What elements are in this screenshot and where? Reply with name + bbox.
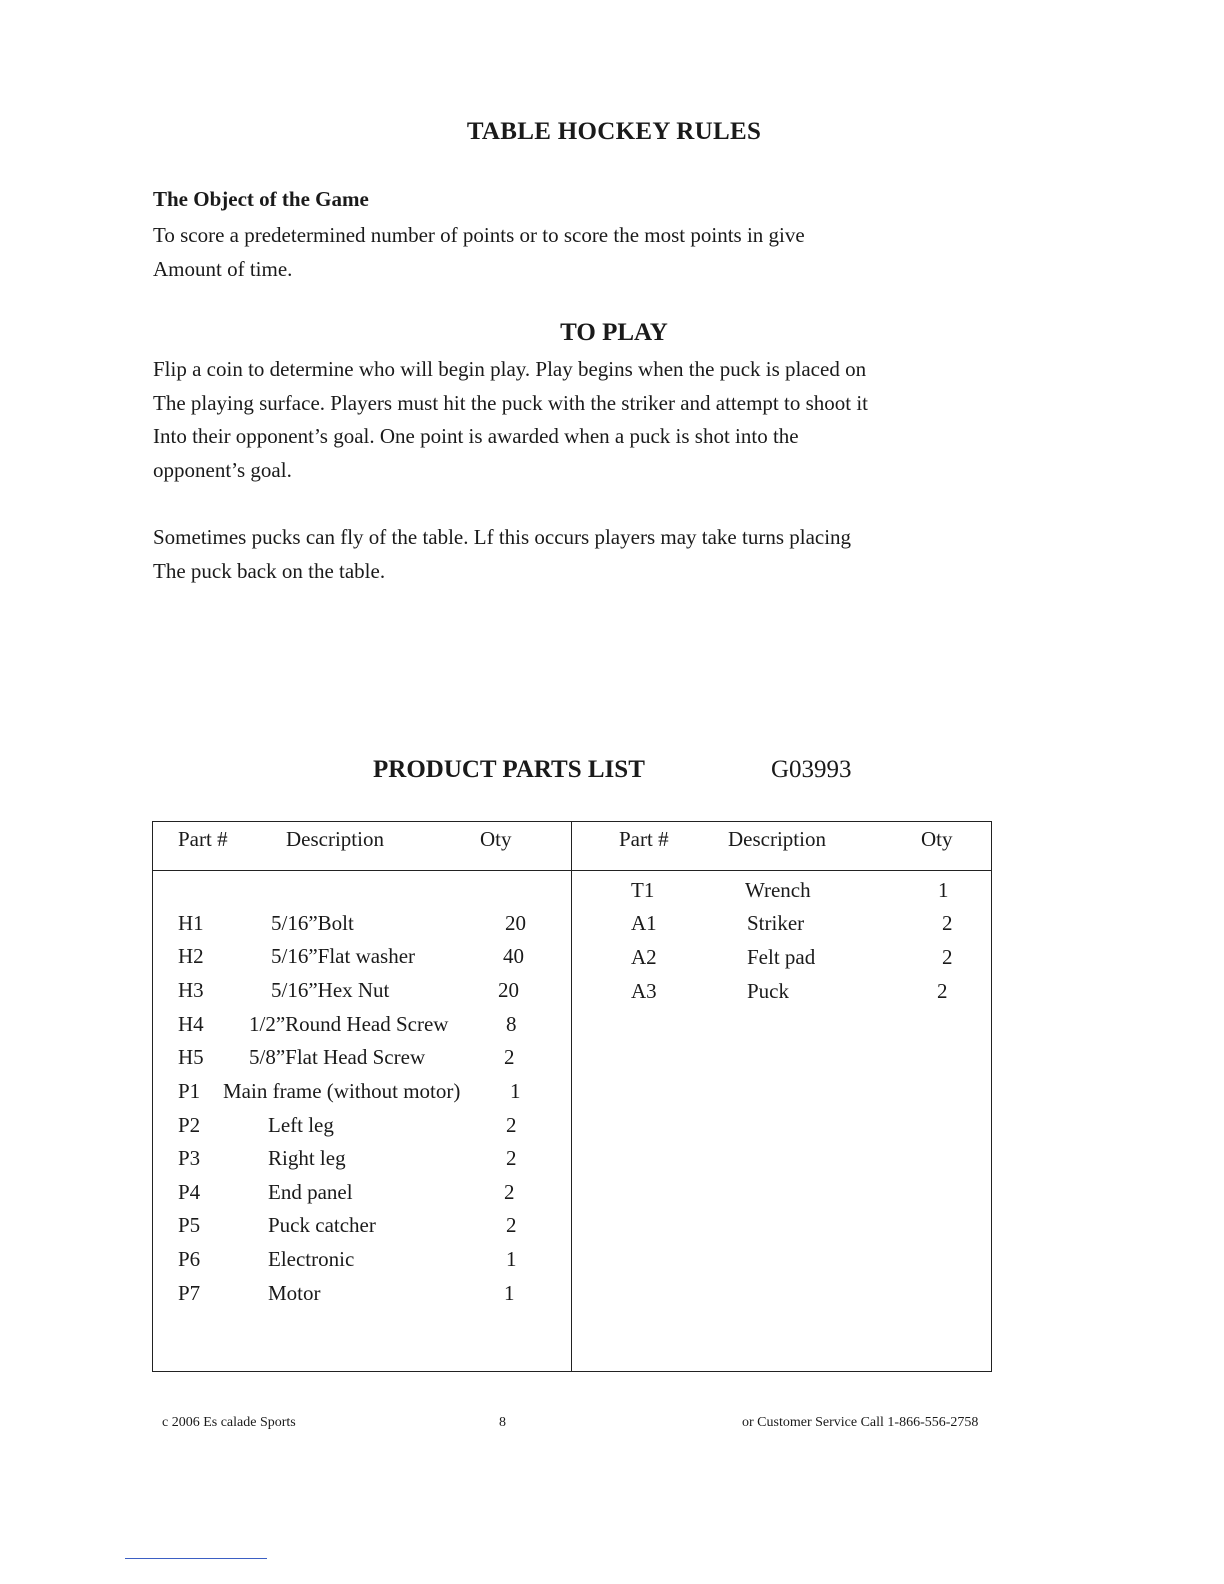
left-row-11-part: P6 [178, 1247, 201, 1271]
parts-table [152, 821, 992, 1372]
right-row-4-part: A3 [631, 979, 657, 1003]
left-row-12-description: Motor [268, 1281, 321, 1305]
column-divider [571, 822, 572, 1371]
bottom-rule [125, 1558, 267, 1559]
left-row-2-part: H2 [178, 944, 204, 968]
left-row-10-description: Puck catcher [268, 1213, 376, 1237]
left-header-qty: Oty [480, 827, 512, 851]
left-row-4-qty: 8 [506, 1012, 517, 1036]
header-divider [153, 870, 991, 871]
footer-page-number: 8 [499, 1415, 506, 1430]
left-row-1-description: 5/16”Bolt [271, 911, 354, 935]
right-row-3-description: Felt pad [747, 945, 816, 969]
left-row-8-part: P3 [178, 1146, 201, 1170]
off-table-line-1: Sometimes pucks can fly of the table. Lf this occurs players may take turns placing [153, 525, 852, 549]
footer-copyright: c 2006 Es calade Sports [162, 1415, 296, 1430]
right-row-2-qty: 2 [942, 911, 953, 935]
to-play-heading: TO PLAY [560, 319, 668, 346]
right-row-2-part: A1 [631, 911, 657, 935]
right-row-4-qty: 2 [937, 979, 948, 1003]
left-row-12-qty: 1 [504, 1281, 515, 1305]
left-row-7-description: Left leg [268, 1113, 334, 1137]
right-header-qty: Oty [921, 827, 953, 851]
off-table-line-2: The puck back on the table. [153, 558, 386, 583]
left-row-3-qty: 20 [498, 978, 519, 1002]
left-row-6-description: Main frame (without motor) [223, 1079, 461, 1103]
left-row-8-qty: 2 [506, 1146, 517, 1170]
left-header-part: Part # [178, 827, 228, 851]
left-row-7-qty: 2 [506, 1113, 517, 1137]
play-line-2: The playing surface. Players must hit the puck with the striker and attempt to shoot it [153, 390, 869, 415]
left-row-1-qty: 20 [505, 911, 526, 935]
right-header-part: Part # [619, 827, 669, 851]
left-row-11-description: Electronic [268, 1247, 355, 1271]
right-row-4-description: Puck [747, 979, 789, 1003]
left-row-4-description: 1/2”Round Head Screw [249, 1012, 449, 1036]
left-row-5-qty: 2 [504, 1045, 515, 1069]
play-line-1: Flip a coin to determine who will begin play. Play begins when the puck is placed on [153, 357, 867, 381]
model-number: G03993 [771, 756, 852, 783]
left-row-9-part: P4 [178, 1180, 201, 1204]
object-line-1: To score a predetermined number of points or to score the most points in give [153, 223, 805, 247]
left-row-2-description: 5/16”Flat washer [271, 944, 416, 968]
play-paragraph [153, 353, 953, 487]
left-row-6-part: P1 [178, 1079, 201, 1103]
object-paragraph [153, 219, 953, 286]
left-row-7-part: P2 [178, 1113, 201, 1137]
left-row-10-qty: 2 [506, 1213, 517, 1237]
left-row-11-qty: 1 [506, 1247, 517, 1271]
left-row-4-part: H4 [178, 1012, 204, 1036]
play-line-4: opponent’s goal. [153, 457, 292, 482]
left-header-description: Description [286, 827, 384, 851]
left-row-5-part: H5 [178, 1045, 204, 1069]
right-row-2-description: Striker [747, 911, 805, 935]
object-heading: The Object of the Game [153, 187, 369, 211]
page-title: TABLE HOCKEY RULES [466, 118, 762, 145]
left-row-9-qty: 2 [504, 1180, 515, 1204]
left-row-10-part: P5 [178, 1213, 201, 1237]
left-row-5-description: 5/8”Flat Head Screw [249, 1045, 426, 1069]
left-row-6-qty: 1 [510, 1079, 521, 1103]
off-table-paragraph [153, 521, 953, 588]
left-row-1-part: H1 [178, 911, 204, 935]
left-row-3-description: 5/16”Hex Nut [271, 978, 390, 1002]
left-row-3-part: H3 [178, 978, 204, 1002]
right-header-description: Description [728, 827, 826, 851]
right-row-1-qty: 1 [938, 878, 949, 902]
left-row-2-qty: 40 [503, 944, 524, 968]
left-row-12-part: P7 [178, 1281, 201, 1305]
parts-list-title: PRODUCT PARTS LIST [373, 756, 645, 783]
right-row-3-qty: 2 [942, 945, 953, 969]
right-row-1-part: T1 [631, 878, 655, 902]
right-row-3-part: A2 [631, 945, 657, 969]
footer-customer-service: or Customer Service Call 1-866-556-2758 [742, 1415, 979, 1430]
object-line-2: Amount of time. [153, 256, 293, 281]
play-line-3: Into their opponent’s goal. One point is awarded when a puck is shot into the [153, 424, 799, 449]
right-row-1-description: Wrench [745, 878, 811, 902]
left-row-9-description: End panel [268, 1180, 353, 1204]
left-row-8-description: Right leg [268, 1146, 346, 1170]
